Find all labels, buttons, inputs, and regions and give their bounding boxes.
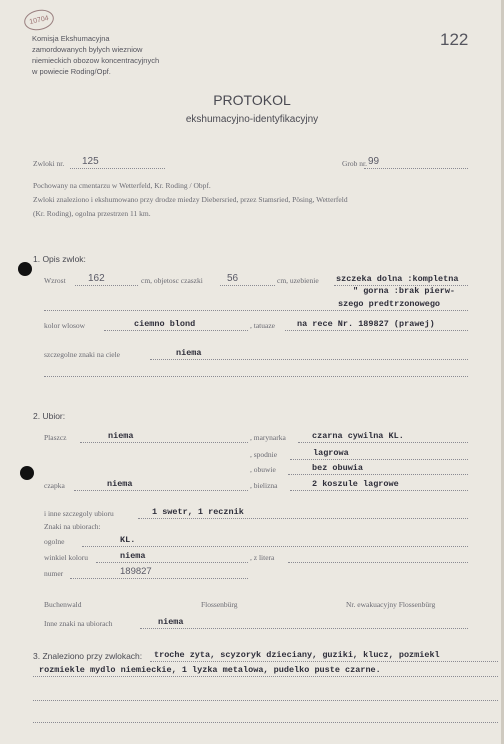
height-value: 162 <box>88 273 105 284</box>
general-marks-line <box>82 546 468 547</box>
archive-stamp: 10704 <box>22 7 56 33</box>
hair-color-line <box>104 330 248 331</box>
skull-volume-line <box>220 285 275 286</box>
jacket-line <box>298 442 468 443</box>
underwear-label: , bielizna <box>250 481 278 490</box>
org-line: niemieckich obozow koncentracyjnych <box>32 56 160 65</box>
found-location-text-2: (Kr. Roding), ogolna przestrzen 11 km. <box>33 209 151 218</box>
found-items-line-2: rozmiekle mydlo niemieckie, 1 lyzka metalowa, pudelko puste czarne. <box>39 665 381 675</box>
jacket-label: , marynarka <box>250 433 286 442</box>
tattoo-value: na rece Nr. 189827 (prawej) <box>297 319 435 329</box>
coat-line <box>80 442 248 443</box>
tattoo-line <box>285 330 468 331</box>
org-line: zamordowanych bylych wiezniow <box>32 45 143 54</box>
distinctive-marks-value: niema <box>176 348 202 358</box>
distinctive-marks-line <box>150 359 468 360</box>
trousers-label: , spodnie <box>250 450 278 459</box>
tattoo-label: , tatuaze <box>250 321 275 330</box>
prisoner-number-label: numer <box>44 569 64 578</box>
page-number: 122 <box>440 30 469 49</box>
remains-number-line <box>70 168 165 169</box>
coat-value: niema <box>108 431 134 441</box>
remains-number-value: 125 <box>82 156 99 167</box>
height-label: Wzrost <box>44 276 66 285</box>
found-items-underline-4 <box>33 722 498 723</box>
other-clothing-value: 1 swetr, 1 recznik <box>152 507 244 517</box>
cap-label: czapka <box>44 481 65 490</box>
camp-flossenburg: Flossenbürg <box>201 600 238 609</box>
hair-color-value: ciemno blond <box>134 319 196 329</box>
trousers-value: lagrowa <box>313 448 349 458</box>
triangle-color-value: niema <box>120 551 146 561</box>
height-unit-label: cm, objetosc czaszki <box>141 276 203 285</box>
grave-number-label: Grob nr. <box>342 159 367 168</box>
teeth-line-3 <box>44 310 468 311</box>
organization-block <box>32 33 159 77</box>
teeth-value-3: szego predtrzonowego <box>338 299 441 309</box>
hair-color-label: kolor wlosow <box>44 321 86 330</box>
teeth-value-2: " gorna :brak pierw- <box>353 286 456 296</box>
letter-line <box>288 562 468 563</box>
grave-number-value: 99 <box>368 156 380 167</box>
underwear-value: 2 koszule lagrowe <box>312 479 399 489</box>
jacket-value: czarna cywilna KL. <box>312 431 404 441</box>
found-location-text-1: Zwloki znaleziono i ekshumowano przy drodze miedzy Diebersried, przez Stamsried, Pösing, Wetterfeld <box>33 195 348 204</box>
punch-hole <box>20 466 34 480</box>
found-items-underline-2 <box>33 676 498 677</box>
teeth-label: cm, uzebienie <box>277 276 319 285</box>
triangle-color-line <box>96 562 248 563</box>
document-subtitle: ekshumacyjno-identyfikacyjny <box>185 114 319 125</box>
org-line: w powiecie Roding/Opf. <box>32 67 111 76</box>
general-marks-value: KL. <box>120 535 136 545</box>
letter-label: , z litera <box>250 553 275 562</box>
found-items-line-1: troche zyta, scyzoryk dzieciany, guziki, klucz, pozmiekl <box>154 650 440 660</box>
other-clothing-marks-label: Inne znaki na ubiorach <box>44 619 113 628</box>
underwear-line <box>290 490 468 491</box>
teeth-value-1: szczeka dolna :kompletna <box>336 274 459 284</box>
section-body-heading: 1. Opis zwlok: <box>33 254 86 264</box>
burial-place-text: Pochowany na cmentarzu w Wetterfeld, Kr. Roding / Obpf. <box>33 181 211 190</box>
cap-value: niema <box>107 479 133 489</box>
other-clothing-marks-line <box>140 628 468 629</box>
prisoner-number-line <box>70 578 248 579</box>
distinctive-marks-line-2 <box>44 376 468 377</box>
section-clothing-heading: 2. Ubior: <box>33 411 66 421</box>
shoes-line <box>288 474 468 475</box>
other-clothing-line <box>138 518 468 519</box>
found-items-underline-1 <box>150 661 498 662</box>
other-clothing-marks-value: niema <box>158 617 184 627</box>
distinctive-marks-label: szczegolne znaki na ciele <box>44 350 120 359</box>
other-clothing-label: i inne szczegoly ubioru <box>44 509 114 518</box>
evacuation-number-label: Nr. ewakuacyjny Flossenbürg <box>346 600 436 609</box>
cap-line <box>74 490 248 491</box>
shoes-value: bez obuwia <box>312 463 364 473</box>
punch-hole <box>18 262 32 276</box>
triangle-color-label: winkiel koloru <box>44 553 88 562</box>
found-items-underline-3 <box>33 700 498 701</box>
org-line: Komisja Ekshumacyjna <box>32 34 110 43</box>
remains-number-label: Zwloki nr. <box>33 159 65 168</box>
trousers-line <box>290 459 468 460</box>
camp-buchenwald: Buchenwald <box>44 600 82 609</box>
document-title: PROTOKOL <box>213 92 291 108</box>
prisoner-number-value: 189827 <box>120 566 152 577</box>
coat-label: Plaszcz <box>44 433 67 442</box>
section-found-items-heading: 3. Znaleziono przy zwlokach: <box>33 651 143 661</box>
general-marks-label: ogolne <box>44 537 65 546</box>
shoes-label: , obuwie <box>250 465 276 474</box>
clothing-marks-heading: Znaki na ubiorach: <box>44 522 101 531</box>
skull-volume-value: 56 <box>227 273 239 284</box>
height-line <box>75 285 138 286</box>
grave-number-line <box>364 168 468 169</box>
